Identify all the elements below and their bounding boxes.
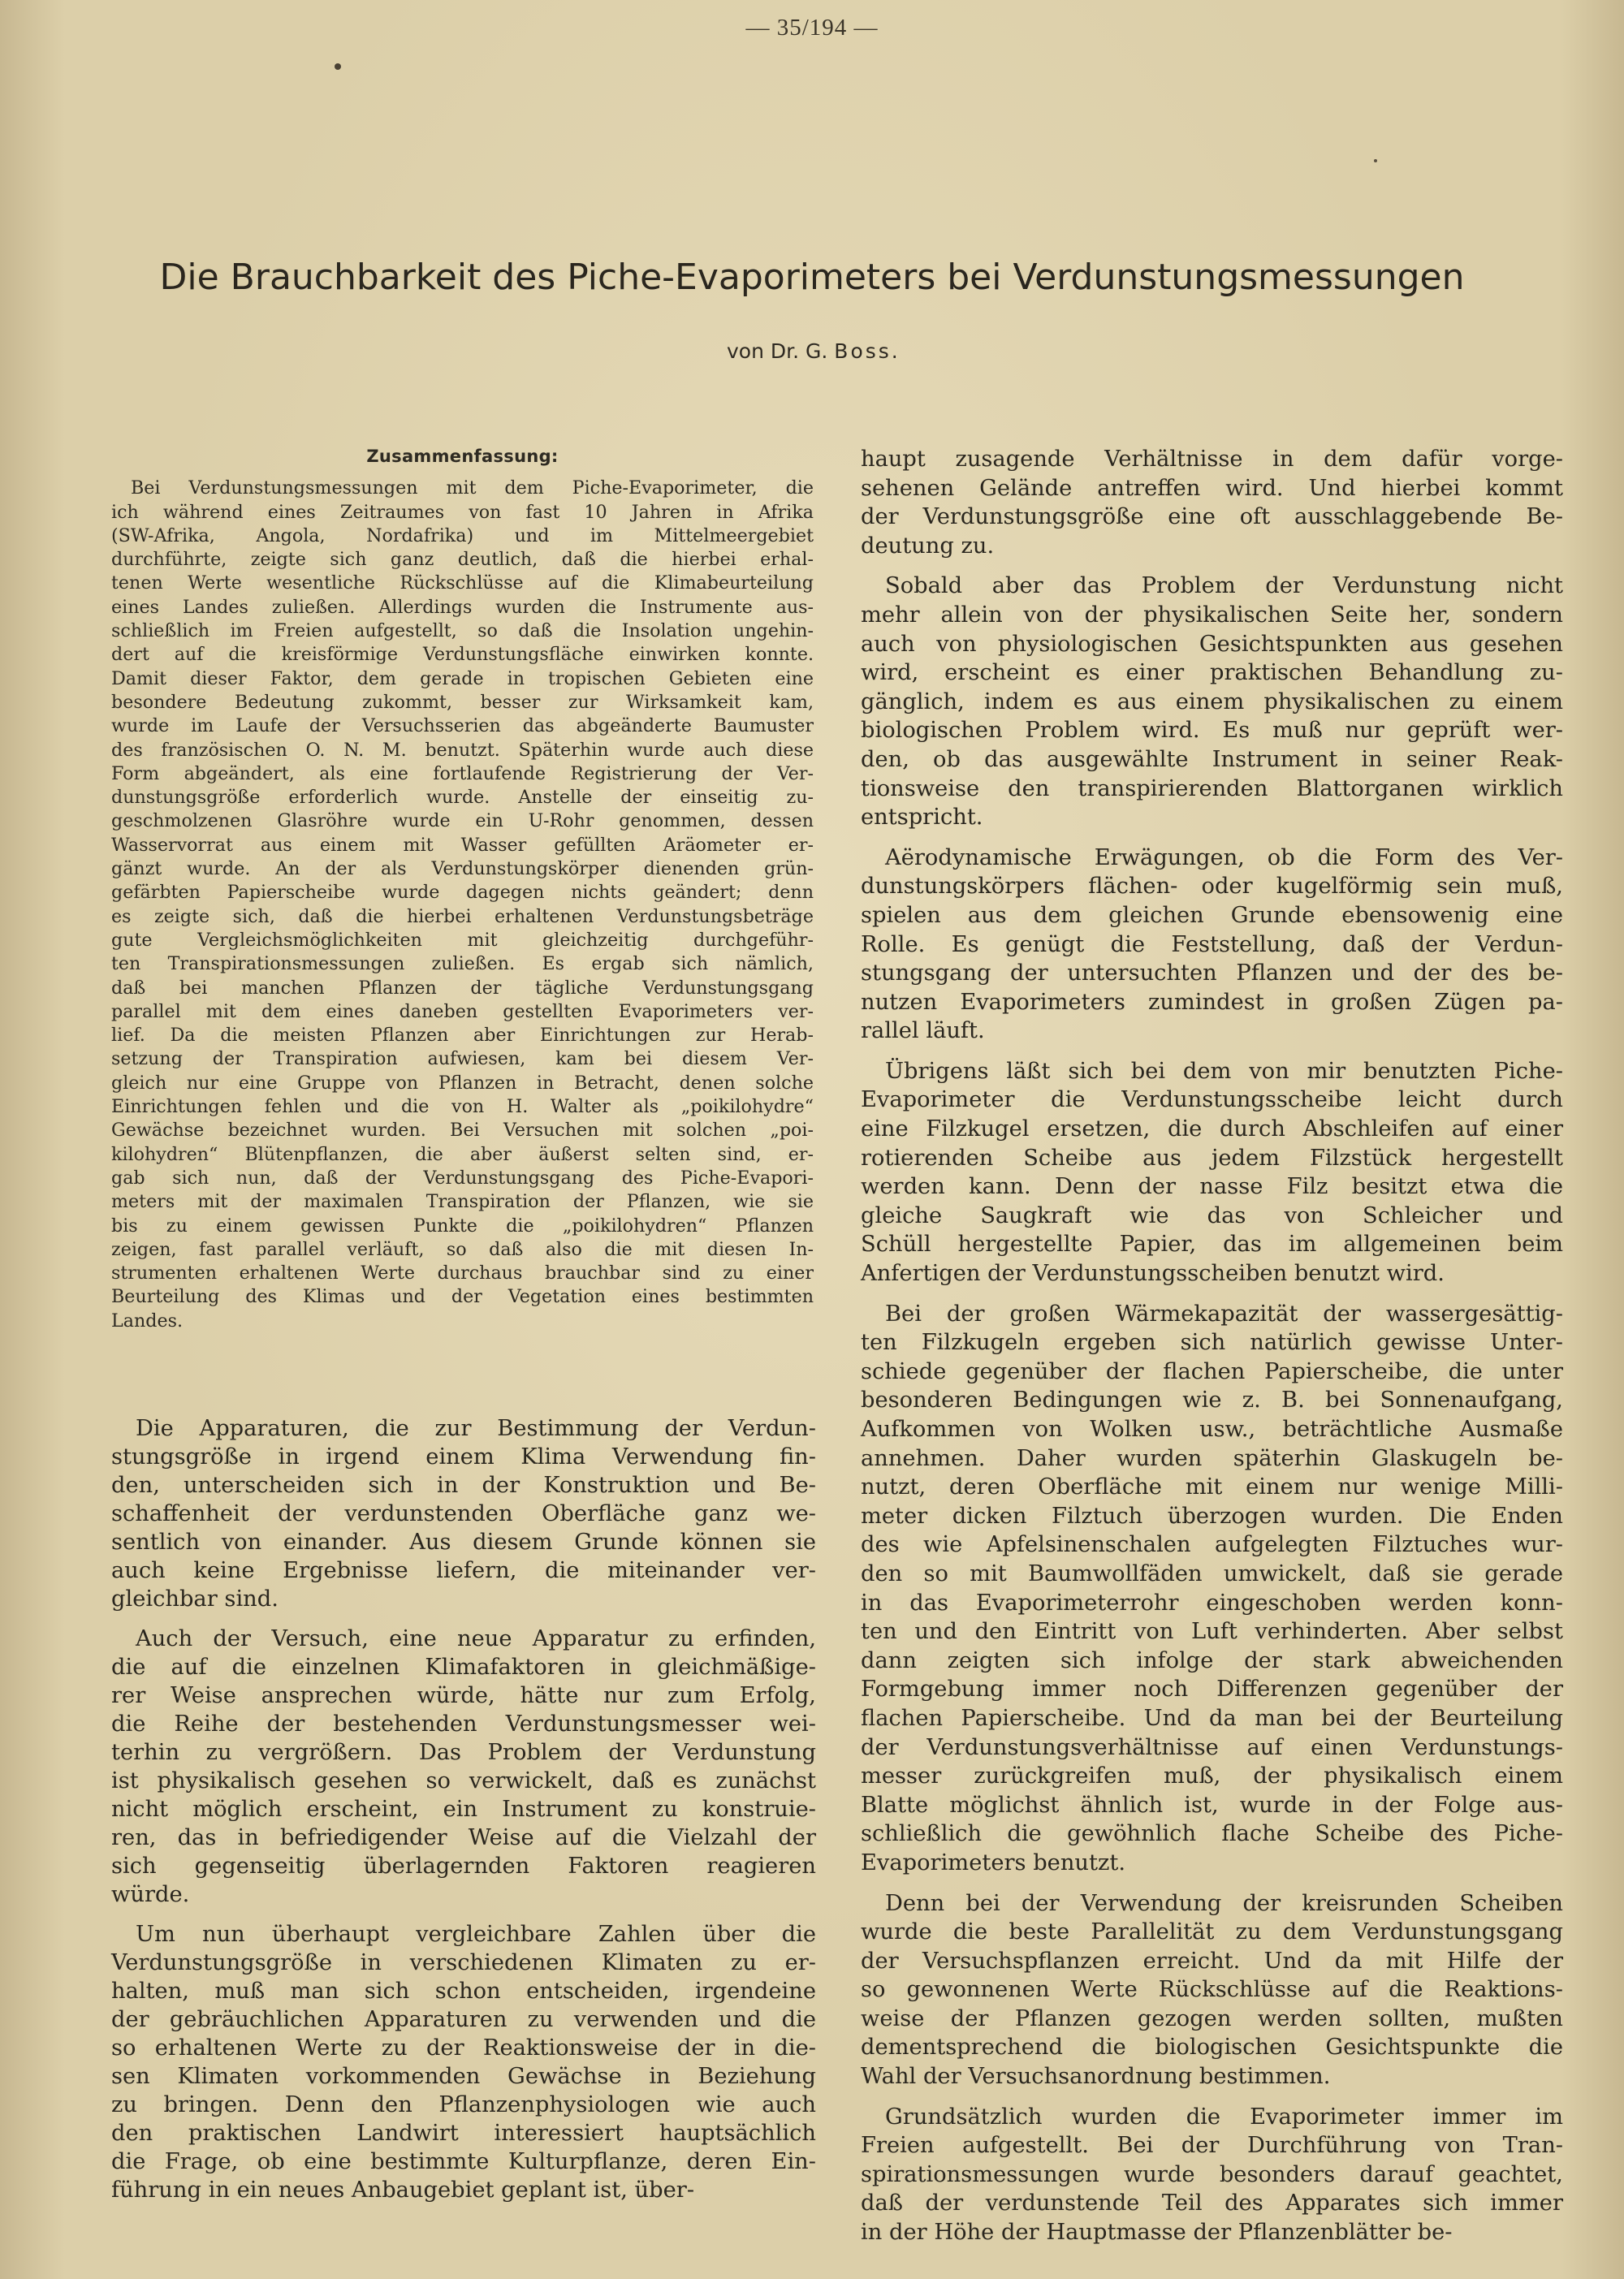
text-line: gleiche Saugkraft wie das von Schleicher und (861, 1202, 1563, 1228)
text-line: Die Apparaturen, die zur Bestimmung der Verdun- (136, 1416, 816, 1441)
text-line: der Versuchspflanzen erreicht. Und da mit Hilfe der (861, 1948, 1563, 1974)
text-line: die Reihe der bestehenden Verdunstungsmesser wei- (111, 1711, 816, 1737)
text-line: Formgebung immer noch Differenzen gegenüber der (861, 1677, 1563, 1703)
text-line: so erhaltenen Werte zu der Reaktionsweise der in die- (111, 2035, 816, 2061)
text-line: meters mit der maximalen Transpiration der Pflanzen, wie sie (111, 1191, 814, 1213)
text-line: schiede gegenüber der flachen Papierscheibe, die unter (861, 1358, 1563, 1384)
text-line: Landes. (111, 1310, 184, 1332)
text-line: sen Klimaten vorkommenden Gewächse in Beziehung (111, 2064, 816, 2089)
text-line: der Verdunstungsgröße eine oft ausschlaggebende Be- (861, 504, 1563, 530)
text-line: Denn bei der Verwendung der kreisrunden Scheiben (885, 1890, 1563, 1916)
text-line: halten, muß man sich schon entscheiden, irgendeine (111, 1979, 816, 2004)
text-line: gänzt wurde. An der als Verdunstungskörper dienenden grün- (111, 858, 814, 880)
text-line: besonderen Bedingungen wie z. B. bei Sonnenaufgang, (861, 1388, 1563, 1414)
left-column (111, 1414, 816, 2216)
body-paragraph (861, 1057, 1563, 1288)
text-line: führung in ein neues Anbaugebiet geplant ist, über- (111, 2178, 695, 2203)
text-line: des französischen O. N. M. benutzt. Späterhin wurde auch diese (111, 739, 814, 761)
text-line: Aërodynamische Erwägungen, ob die Form des Ver- (885, 844, 1563, 870)
text-line: deutung zu. (861, 533, 995, 559)
text-line: mehr allein von der physikalischen Seite her, sondern (861, 602, 1563, 628)
text-line: meter dicken Filztuch überzogen wurden. Die Enden (861, 1503, 1563, 1529)
text-line: biologischen Problem wird. Es muß nur geprüft wer- (861, 718, 1563, 744)
text-line: dunstungskörpers flächen- oder kugelförmig sein muß, (861, 874, 1563, 900)
summary-block (111, 445, 814, 1333)
text-line: stungsgröße in irgend einem Klima Verwendung fin- (111, 1444, 816, 1470)
text-line: Freien aufgestellt. Bei der Durchführung von Tran- (861, 2133, 1563, 2159)
text-line: flachen Papierscheibe. Und da man bei der Beurteilung (861, 1705, 1563, 1731)
text-line: Rolle. Es genügt die Feststellung, daß der Verdun- (861, 931, 1563, 957)
text-line: dert auf die kreisförmige Verdunstungsfläche einwirken konnte. (111, 644, 814, 666)
text-line: die Frage, ob eine bestimmte Kulturpflanze, deren Ein- (111, 2149, 816, 2174)
text-line: (SW-Afrika, Angola, Nordafrika) und im Mittelmeergebiet (111, 524, 814, 546)
right-column (861, 445, 1563, 2259)
text-line: ten Transpirationsmessungen zuließen. Es ergab sich nämlich, (111, 953, 814, 975)
text-line: nicht möglich erscheint, ein Instrument zu konstruie- (111, 1797, 816, 1822)
text-line: in der Höhe der Hauptmasse der Pflanzenblätter be- (861, 2220, 1453, 2246)
ink-speck (1374, 159, 1377, 162)
text-line: Blatte möglichst ähnlich ist, wurde in der Folge aus- (861, 1792, 1563, 1818)
text-line: geschmolzenen Glasröhre wurde ein U-Rohr genommen, dessen (111, 810, 814, 832)
page-number: — 35/194 — (745, 15, 879, 41)
body-paragraph (861, 1889, 1563, 2091)
text-line: die auf die einzelnen Klimafaktoren in gleichmäßige- (111, 1655, 816, 1680)
text-line: kilohydren“ Blütenpflanzen, die aber äußerst selten sind, er- (111, 1143, 814, 1165)
text-line: spirationsmessungen wurde besonders darauf geachtet, (861, 2161, 1563, 2187)
text-line: des wie Apfelsinenschalen aufgelegten Filztuches wur- (861, 1532, 1563, 1558)
summary-paragraph (111, 477, 814, 1333)
text-line: zu bringen. Denn den Pflanzenphysiologen wie auch (111, 2092, 816, 2117)
text-line: in das Evaporimeterrohr eingeschoben werden konn- (861, 1590, 1563, 1616)
text-line: eines Landes zuließen. Allerdings wurden die Instrumente aus- (111, 596, 814, 618)
article-title: Die Brauchbarkeit des Piche-Evaporimeters bei Verdunstungsmessungen (159, 257, 1465, 298)
summary-heading: Zusammenfassung: (366, 447, 559, 466)
text-line: sehenen Gelände antreffen wird. Und hierbei kommt (861, 475, 1563, 501)
text-line: auch keine Ergebnisse liefern, die miteinander ver- (111, 1558, 816, 1583)
text-line: nutzt, deren Oberfläche mit einem nur wenige Milli- (861, 1474, 1563, 1500)
text-line: den praktischen Landwirt interessiert hauptsächlich (111, 2121, 816, 2146)
text-line: ten und den Eintritt von Luft verhinderten. Aber selbst (861, 1619, 1563, 1645)
text-line: Aufkommen von Wolken usw., beträchtliche Ausmaße (861, 1417, 1563, 1442)
text-line: auch von physiologischen Gesichtspunkten aus gesehen (861, 631, 1563, 657)
text-line: Beurteilung des Klimas und der Vegetation eines bestimmten (111, 1286, 814, 1308)
author-name: Boss. (834, 339, 901, 363)
text-line: es zeigte sich, daß die hierbei erhaltenen Verdunstungsbeträge (111, 905, 814, 927)
text-line: den, unterscheiden sich in der Konstruktion und Be- (111, 1473, 816, 1498)
text-line: weise der Pflanzen gezogen werden sollten, mußten (861, 2005, 1563, 2031)
text-line: Übrigens läßt sich bei dem von mir benutzten Piche- (885, 1058, 1563, 1084)
text-line: Verdunstungsgröße in verschiedenen Klimaten zu er- (111, 1950, 816, 1975)
ink-speck (335, 63, 341, 70)
text-line: Auch der Versuch, eine neue Apparatur zu erfinden, (136, 1626, 816, 1651)
text-line: der Verdunstungsverhältnisse auf einen Verdunstungs- (861, 1734, 1563, 1760)
text-line: gefärbten Papierscheibe wurde dagegen nichts geändert; denn (111, 882, 814, 904)
text-line: tenen Werte wesentliche Rückschlüsse auf die Klimabeurteilung (111, 572, 814, 594)
text-line: Bei Verdunstungsmessungen mit dem Piche-Evaporimeter, die (131, 477, 814, 499)
text-line: besondere Bedeutung zukommt, besser zur Wirksamkeit kam, (111, 691, 814, 713)
text-line: den, ob das ausgewählte Instrument in seiner Reak- (861, 746, 1563, 772)
text-line: Wahl der Versuchsanordnung bestimmen. (861, 2064, 1331, 2090)
text-line: der gebräuchlichen Apparaturen zu verwenden und die (111, 2007, 816, 2032)
text-line: gleich nur eine Gruppe von Pflanzen in Betracht, denen solche (111, 1072, 814, 1094)
text-line: dunstungsgröße erforderlich wurde. Anstelle der einseitig zu- (111, 787, 814, 809)
text-line: haupt zusagende Verhältnisse in dem dafür vorge- (861, 447, 1563, 472)
text-line: schließlich die gewöhnlich flache Scheibe des Piche- (861, 1821, 1563, 1847)
text-line: gab sich nun, daß der Verdunstungsgang des Piche-Evapori- (111, 1167, 814, 1189)
text-line: Bei der großen Wärmekapazität der wassergesättig- (885, 1301, 1563, 1327)
text-line: ich während eines Zeitraumes von fast 10 Jahren in Afrika (111, 501, 814, 523)
text-line: stungsgang der untersuchten Pflanzen und der des be- (861, 960, 1563, 986)
text-line: setzung der Transpiration aufwiesen, kam bei diesem Ver- (111, 1048, 814, 1070)
text-line: daß der verdunstende Teil des Apparates sich immer (861, 2191, 1563, 2216)
text-line: daß bei manchen Pflanzen der tägliche Verdunstungsgang (111, 977, 814, 999)
text-line: bis zu einem gewissen Punkte die „poikilohydren“ Pflanzen (111, 1215, 814, 1237)
text-line: Gewächse bezeichnet wurden. Bei Versuchen mit solchen „poi- (111, 1120, 814, 1142)
text-line: werden kann. Denn der nasse Filz besitzt etwa die (861, 1174, 1563, 1200)
text-line: spielen aus dem gleichen Grunde ebensowenig eine (861, 902, 1563, 928)
text-line: rallel läuft. (861, 1018, 985, 1044)
text-line: rer Weise ansprechen würde, hätte nur zum Erfolg, (111, 1683, 816, 1708)
text-line: so gewonnenen Werte Rückschlüsse auf die Reaktions- (861, 1977, 1563, 2003)
text-line: strumenten erhaltenen Werte durchaus brauchbar sind zu einer (111, 1263, 814, 1284)
text-line: Einrichtungen fehlen und die von H. Walter als „poikilohydre“ (111, 1096, 814, 1118)
body-paragraph (861, 1300, 1563, 1878)
text-line: Grundsätzlich wurden die Evaporimeter immer im (885, 2104, 1563, 2130)
text-line: ist physikalisch gesehen so verwickelt, daß es zunächst (111, 1768, 816, 1793)
text-line: Sobald aber das Problem der Verdunstung nicht (885, 573, 1563, 599)
text-line: terhin zu vergrößern. Das Problem der Verdunstung (111, 1740, 816, 1765)
text-line: tionsweise den transpirierenden Blattorganen wirklich (861, 775, 1563, 801)
body-paragraph (111, 1414, 816, 1613)
body-paragraph (111, 1625, 816, 1909)
text-line: schließlich im Freien aufgestellt, so daß die Insolation ungehin- (111, 620, 814, 642)
text-line: messer zurückgreifen muß, der physikalisch einem (861, 1763, 1563, 1789)
text-line: Wasservorrat aus einem mit Wasser gefüllten Aräometer er- (111, 834, 814, 856)
text-line: lief. Da die meisten Pflanzen aber Einrichtungen zur Herab- (111, 1025, 814, 1047)
author-prefix: von Dr. G. (727, 339, 828, 363)
text-line: Schüll hergestellte Papier, das im allgemeinen beim (861, 1232, 1563, 1258)
text-line: Damit dieser Faktor, dem gerade in tropischen Gebieten eine (111, 667, 814, 689)
text-line: schaffenheit der verdunstenden Oberfläche ganz we- (111, 1501, 816, 1526)
text-line: Um nun überhaupt vergleichbare Zahlen über die (136, 1922, 816, 1947)
author-line (727, 339, 901, 363)
text-line: annehmen. Daher wurden späterhin Glaskugeln be- (861, 1445, 1563, 1471)
body-paragraph (861, 844, 1563, 1046)
body-paragraph (861, 445, 1563, 560)
text-line: eine Filzkugel ersetzen, die durch Abschleifen auf einer (861, 1116, 1563, 1142)
text-line: parallel mit dem eines daneben gestellten Evaporimeters ver- (111, 1000, 814, 1022)
text-line: nutzen Evaporimeters zumindest in großen Zügen pa- (861, 989, 1563, 1015)
body-paragraph (111, 1920, 816, 2204)
text-line: gänglich, indem es aus einem physikalischen zu einem (861, 688, 1563, 714)
text-line: ten Filzkugeln ergeben sich natürlich gewisse Unter- (861, 1330, 1563, 1356)
text-line: Anfertigen der Verdunstungsscheiben benutzt wird. (861, 1261, 1445, 1287)
text-line: durchführte, zeigte sich ganz deutlich, daß die hierbei erhal- (111, 549, 814, 571)
text-line: wird, erscheint es einer praktischen Behandlung zu- (861, 660, 1563, 686)
text-line: zeigen, fast parallel verläuft, so daß also die mit diesen In- (111, 1238, 814, 1260)
text-line: sentlich von einander. Aus diesem Grunde können sie (111, 1530, 816, 1555)
text-line: Evaporimeters benutzt. (861, 1850, 1125, 1875)
text-line: Form abgeändert, als eine fortlaufende Registrierung der Ver- (111, 762, 814, 784)
body-paragraph (861, 572, 1563, 831)
text-line: würde. (111, 1882, 190, 1907)
text-line: ren, das in befriedigender Weise auf die Vielzahl der (111, 1825, 816, 1850)
text-line: entspricht. (861, 805, 983, 831)
body-paragraph (861, 2103, 1563, 2247)
text-line: Evaporimeter die Verdunstungsscheibe leicht durch (861, 1087, 1563, 1113)
text-line: den so mit Baumwollfäden umwickelt, daß sie gerade (861, 1560, 1563, 1586)
text-line: dann zeigten sich infolge der stark abweichenden (861, 1647, 1563, 1673)
text-line: wurde im Laufe der Versuchsserien das abgeänderte Baumuster (111, 715, 814, 737)
text-line: gleichbar sind. (111, 1586, 279, 1612)
text-line: sich gegenseitig überlagernden Faktoren reagieren (111, 1854, 816, 1879)
text-line: gute Vergleichsmöglichkeiten mit gleichzeitig durchgeführ- (111, 929, 814, 951)
text-line: rotierenden Scheibe aus jedem Filzstück hergestellt (861, 1145, 1563, 1171)
text-line: dementsprechend die biologischen Gesichtspunkte die (861, 2035, 1563, 2061)
text-line: wurde die beste Parallelität zu dem Verdunstungsgang (861, 1919, 1563, 1945)
